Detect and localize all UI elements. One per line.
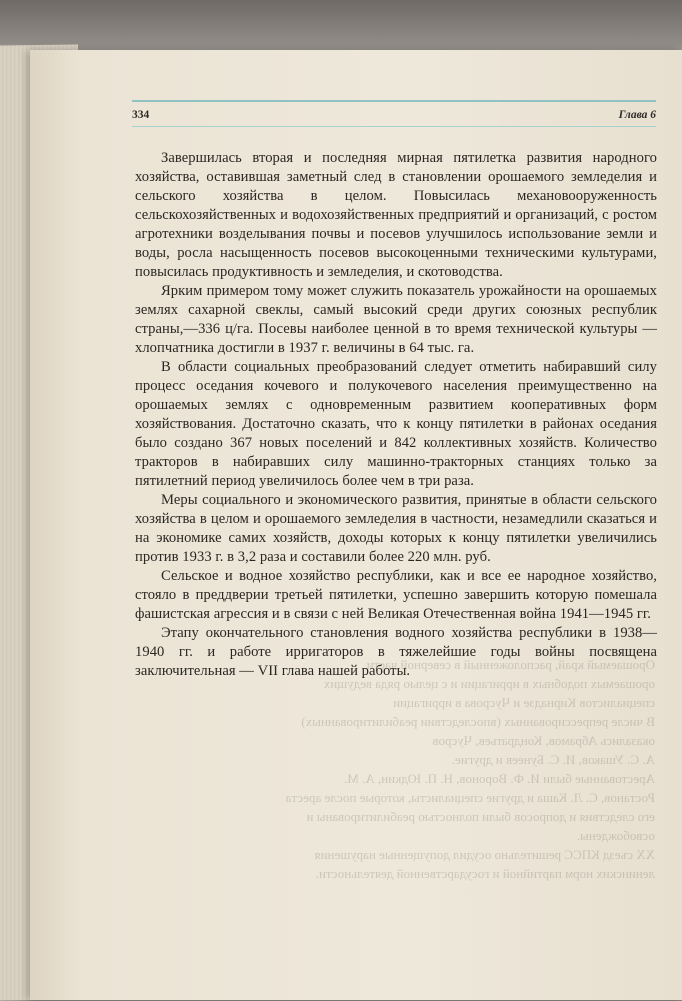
bleed-line: XX съезд КПСС решительно осудил допущенные нарушения (314, 847, 655, 862)
paragraph: Этапу окончательного становления водного хозяйства республики в 1938—1940 гг. и работе ирригаторов в тяжелейшие годы войны посвящена заключительная — VII глава нашей работы. (135, 625, 657, 679)
bleed-line: оказались Абрамов, Кондратьев, Чусров (432, 733, 655, 748)
page-number: 334 (132, 109, 150, 121)
bleed-line: В числе репрессированных (впоследствии реабилитированных) (301, 714, 655, 729)
bleed-line: Ростанов, С. Л. Каша и другие специалисты, которые после ареста (285, 790, 655, 805)
header-rule-top (132, 100, 656, 102)
bleed-line: его следствия и допросов были полностью реабилитированы и (306, 809, 655, 824)
paragraph: Завершилась вторая и последняя мирная пятилетка развития народного хозяйства, оставившая заметный след в становлении орошаемого земледелия и сельского хозяйства в целом. Повысилась механовооруженность сельскохозяйственных и водохозяйственных предприятий и организаций, с ростом агротехники возделывания почвы и посевов улучшилось использование земли и воды, росла насыщенность посевов высокоценными техническими культурами, повысилась продуктивность и земледелия, и скотоводства. (135, 150, 657, 280)
bleed-line: А. С. Ушаков, И. С. Бунеев и другие. (451, 752, 655, 767)
chapter-label: Глава 6 (618, 109, 656, 121)
paragraph: Сельское и водное хозяйство республики, как и все ее народное хозяйство, стояло в преддверии третьей пятилетки, успешно завершить которую помешала фашистская агрессия и в связи с ней Великая Отечественная война 1941—1945 гг. (135, 568, 657, 622)
bleed-line: ленинских норм партийной и государственной деятельности. (315, 866, 655, 881)
bleed-line: орошаемых подобных в ирригации и с целью ряда ведущих (323, 676, 655, 691)
bleed-line: освобождены. (576, 828, 655, 843)
header-rule-bottom (132, 126, 656, 127)
running-header (132, 100, 656, 130)
bleed-line: специалистов Кирнадзе и Чусрова в ирригации (393, 695, 655, 710)
body-text (135, 149, 657, 681)
paragraph: Меры социального и экономического развития, принятые в области сельского хозяйства в целом и орошаемого земледелия в частности, незамедлили сказаться и на экономике самих хозяйств, доходы которых к концу пятилетки увеличились против 1933 г. в 3,2 раза и составили более 220 млн. руб. (135, 492, 657, 565)
paragraph: В области социальных преобразований следует отметить набиравший силу процесс оседания кочевого и полукочевого населения преимущественно на орошаемых землях с одновременным развитием кооперативных форм хозяйствования. Достаточно сказать, что к концу пятилетки в районах оседания было создано 367 новых поселений и 842 коллективных хозяйств. Количество тракторов в набиравших силу машинно-тракторных станциях только за пятилетний период увеличилось более чем в три раза. (135, 359, 657, 489)
bleed-line: Арестованные были И. Ф. Воронов, Н. П. Юдкин, А. М. (344, 771, 655, 786)
bleed-line: Орошаемый край, расположенный в северной части (366, 657, 655, 672)
paragraph: Ярким примером тому может служить показатель урожайности на орошаемых землях сахарной свеклы, самый высокий среди других союзных республик страны,—336 ц/га. Посевы наиболее ценной в то время технической культуры — хлопчатника достигли в 1937 г. величины в 64 тыс. га. (135, 283, 657, 356)
